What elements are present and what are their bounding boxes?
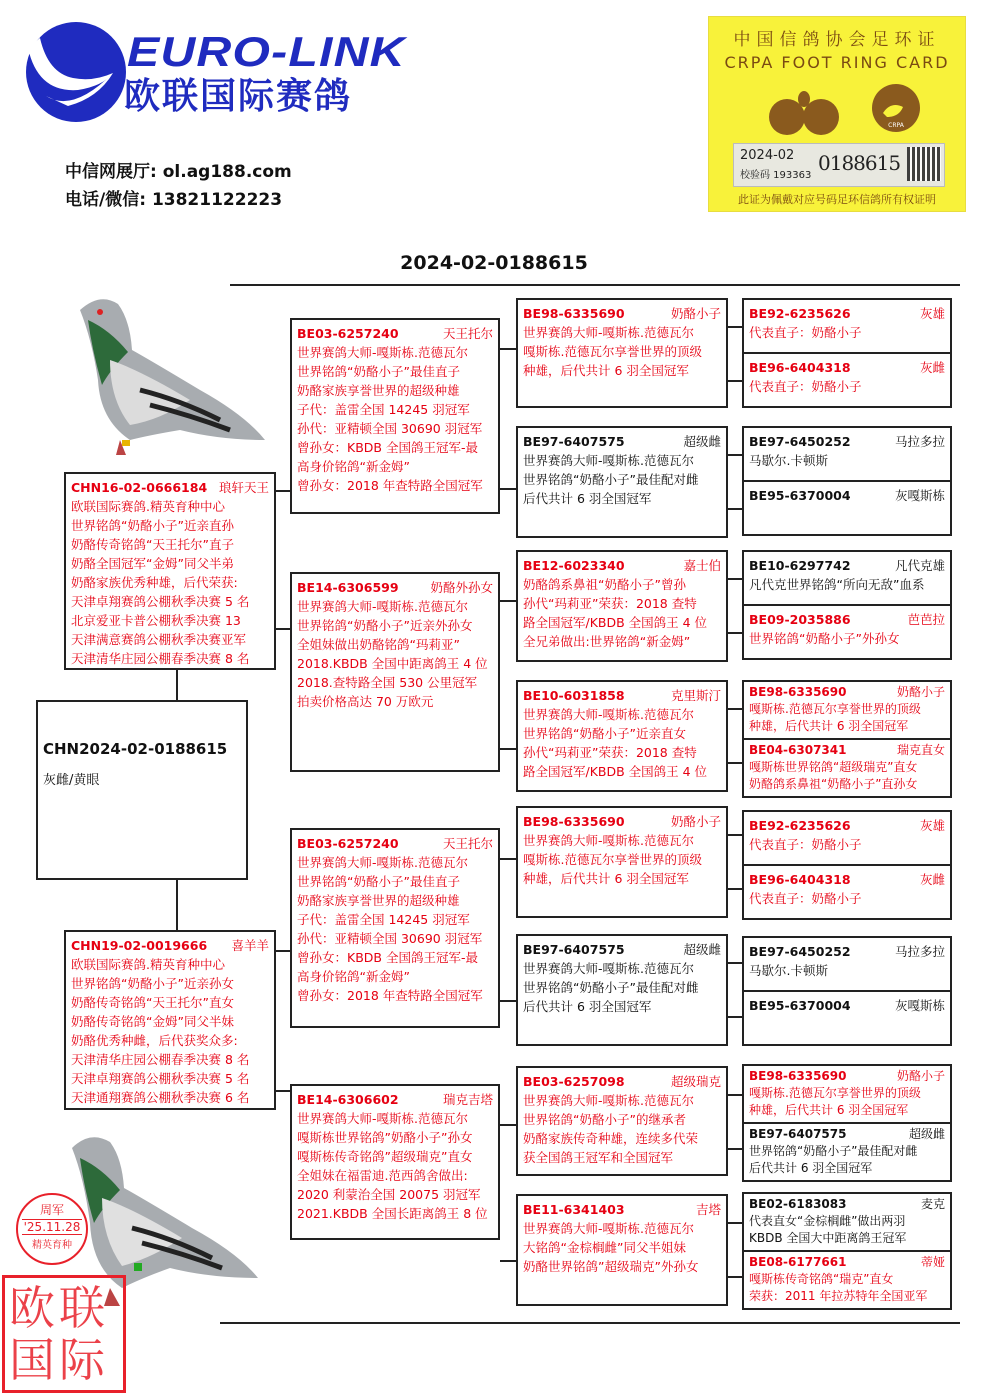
grandparent-box[interactable] bbox=[290, 1084, 500, 1240]
stamp-bottom: 精英育种 bbox=[32, 1240, 72, 1251]
phone-number: 13821122223 bbox=[151, 190, 283, 210]
great-grandparent-box[interactable] bbox=[516, 806, 728, 918]
pedigree-line: 代表直女“金棕榈雌”做出两羽 bbox=[749, 1214, 906, 1228]
pigeon-name: 喜羊羊 bbox=[231, 938, 269, 953]
subject-ring: CHN2024-02-0188615 bbox=[43, 740, 228, 758]
ring-number: CHN19-02-0019666 bbox=[71, 938, 208, 953]
great-grandparent-box[interactable] bbox=[516, 934, 728, 1046]
pedigree-header bbox=[749, 358, 945, 377]
pedigree-header bbox=[297, 324, 493, 343]
showroom-label: 中信网展厅: bbox=[65, 162, 157, 182]
pedigree-header bbox=[523, 304, 721, 323]
pedigree-line: 全兄弟做出:世界铭鸽“新金姆” bbox=[523, 634, 691, 649]
pedigree-header bbox=[523, 686, 721, 705]
ring-number: BE98-6335690 bbox=[749, 685, 847, 699]
ring-check-code: 校验码 193363 bbox=[740, 170, 812, 181]
pedigree-line: 代表直子：奶酪小子 bbox=[749, 891, 862, 906]
pedigree-line: 曾孙女：KBDB 全国鸽王冠军-最 bbox=[297, 440, 478, 455]
connector-line bbox=[500, 1124, 516, 1126]
pedigree-line: 孙代：亚精顿全国 30690 羽冠军 bbox=[297, 931, 483, 946]
pedigree-line: 凡代克世界铭鸽“所向无敌”血系 bbox=[749, 577, 925, 592]
connector-line bbox=[276, 1090, 290, 1092]
g4-ancestor-box[interactable] bbox=[742, 810, 952, 866]
pedigree-line: 欧联国际赛鸽.精英育种中心 bbox=[71, 957, 225, 972]
sire-box[interactable] bbox=[64, 472, 276, 670]
pedigree-line: 后代共计 6 羽全国冠军 bbox=[523, 491, 652, 506]
pigeon-name: 灰嘎斯栋 bbox=[894, 488, 945, 503]
pedigree-header bbox=[749, 1254, 945, 1271]
brand-name-en: EURO-LINK bbox=[127, 28, 406, 75]
pedigree-line: 天津卓翔赛鸽公棚秋季决赛 5 名 bbox=[71, 594, 250, 609]
pedigree-line: 曾孙女：2018 年查特路全国冠军 bbox=[297, 988, 483, 1003]
ring-number: BE09-2035886 bbox=[749, 612, 851, 627]
pedigree-header bbox=[749, 684, 945, 701]
pedigree-line: 后代共计 6 羽全国冠军 bbox=[749, 1161, 873, 1175]
g4-ancestor-box[interactable] bbox=[742, 936, 952, 992]
pedigree-line: 奶酪鸽系鼻祖“奶酪小子”直孙女 bbox=[749, 777, 918, 791]
ring-number: 0188615 bbox=[818, 151, 901, 175]
pigeon-name: 麦克 bbox=[920, 1197, 945, 1211]
great-grandparent-box[interactable] bbox=[516, 680, 728, 792]
phone-label: 电话/微信: bbox=[65, 190, 147, 210]
pedigree-line: 孙代：亚精顿全国 30690 羽冠军 bbox=[297, 421, 483, 436]
grandparent-box[interactable] bbox=[290, 828, 500, 1028]
pedigree-line: 马歇尔.卡顿斯 bbox=[749, 453, 828, 468]
pedigree-line: KBDB 全国大中距离鸽王冠军 bbox=[749, 1231, 907, 1245]
pedigree-line: 世界铭鸽“奶酪小子”外孙女 bbox=[749, 631, 900, 646]
pedigree-line: 世界铭鸽“奶酪小子”近亲外孙女 bbox=[297, 618, 473, 633]
pedigree-line: 种雄，后代共计 6 羽全国冠军 bbox=[749, 719, 909, 733]
ring-number: BE97-6450252 bbox=[749, 434, 851, 449]
connector-line bbox=[728, 888, 742, 890]
pigeon-name: 奶酪小子 bbox=[896, 1069, 945, 1083]
pedigree-line: 世界铭鸽“奶酪小子”最佳配对雌 bbox=[749, 1144, 918, 1158]
pedigree-line: 孙代“玛莉亚”荣获：2018 查特 bbox=[523, 745, 697, 760]
g4-ancestor-box[interactable] bbox=[742, 738, 952, 798]
pedigree-header bbox=[749, 304, 945, 323]
pedigree-header bbox=[297, 1090, 493, 1109]
ring-number: BE96-6404318 bbox=[749, 360, 851, 375]
pedigree-line: 世界铭鸽“奶酪小子”最佳直子 bbox=[297, 364, 460, 379]
connector-line bbox=[500, 748, 516, 750]
connector-line bbox=[500, 1260, 516, 1262]
subject-pigeon-box[interactable] bbox=[36, 700, 248, 880]
ring-number: BE97-6407575 bbox=[523, 434, 625, 449]
pedigree-header bbox=[749, 742, 945, 759]
pigeon-name: 天王托尔 bbox=[442, 326, 493, 341]
ring-number: BE04-6307341 bbox=[749, 743, 847, 757]
ring-number: BE98-6335690 bbox=[523, 814, 625, 829]
brand-logo bbox=[18, 18, 128, 126]
pedigree-line: 嘎斯栋.范德瓦尔享誉世界的顶级 bbox=[749, 1086, 921, 1100]
connector-line bbox=[728, 762, 742, 764]
pedigree-line: 2018.KBDB 全国中距离鸽王 4 位 bbox=[297, 656, 488, 671]
ring-number: BE10-6297742 bbox=[749, 558, 851, 573]
connector-line bbox=[728, 632, 742, 634]
pedigree-header bbox=[749, 556, 945, 575]
connector-line bbox=[500, 348, 516, 350]
pedigree-line: 世界铭鸽“奶酪小子”最佳配对雌 bbox=[523, 472, 699, 487]
connector-line bbox=[728, 1094, 742, 1096]
ring-number: BE10-6031858 bbox=[523, 688, 625, 703]
ring-number: BE03-6257240 bbox=[297, 836, 399, 851]
ring-card-title-cn: 中国信鸽协会足环证 bbox=[733, 30, 941, 50]
pedigree-line: 种雄，后代共计 6 羽全国冠军 bbox=[523, 871, 689, 886]
connector-line bbox=[728, 326, 742, 328]
connector-line bbox=[500, 858, 516, 860]
pedigree-line: 嘎斯栋传奇铭鸽”超级瑞克”直女 bbox=[297, 1149, 473, 1164]
pedigree-line: 高身价铭鸽“新金姆” bbox=[297, 969, 410, 984]
pigeon-name: 瑞克吉塔 bbox=[442, 1092, 493, 1107]
pedigree-header bbox=[749, 1196, 945, 1213]
pedigree-line: 嘎斯栋世界铭鸽“超级瑞克”直女 bbox=[749, 760, 918, 774]
stamp-name: 周军 bbox=[39, 1203, 64, 1217]
pedigree-line: 奶酪传奇铭鸽“天王托尔”直子 bbox=[71, 537, 234, 552]
dove-logo-icon bbox=[18, 18, 128, 126]
grandparent-box[interactable] bbox=[290, 572, 500, 772]
pedigree-line: 奶酪全国冠军“金姆”同父半弟 bbox=[71, 556, 234, 571]
pedigree-line: 奶酪家族享誉世界的超级种雄 bbox=[297, 383, 460, 398]
pedigree-header bbox=[749, 996, 945, 1015]
ring-number: BE98-6335690 bbox=[749, 1069, 847, 1083]
pigeon-name: 琅轩天王 bbox=[218, 480, 269, 495]
connector-line bbox=[728, 1016, 742, 1018]
ring-number: CHN16-02-0666184 bbox=[71, 480, 208, 495]
pedigree-header bbox=[297, 834, 493, 853]
connector-line bbox=[500, 488, 516, 490]
ring-number: BE08-6177661 bbox=[749, 1255, 847, 1269]
pedigree-line: 曾孙女：KBDB 全国鸽王冠军-最 bbox=[297, 950, 478, 965]
g4-ancestor-box[interactable] bbox=[742, 1122, 952, 1182]
pedigree-line: 全姐妹在福雷迪.范西鸽舍做出: bbox=[297, 1168, 468, 1183]
pedigree-header bbox=[523, 1200, 721, 1219]
pedigree-line: 奶酪家族优秀种雄，后代荣获: bbox=[71, 575, 238, 590]
pedigree-line: 荣获：2011 年拉苏特年全国亚军 bbox=[749, 1289, 928, 1303]
pedigree-line: 世界铭鸽“奶酪小子”近亲直孙 bbox=[71, 518, 234, 533]
pedigree-header bbox=[749, 610, 945, 629]
ring-number: BE95-6370004 bbox=[749, 488, 851, 503]
crpa-seal-text: CRPA bbox=[888, 122, 904, 129]
connector-line bbox=[500, 1000, 516, 1002]
connector-line bbox=[728, 1222, 742, 1224]
ring-number: BE97-6407575 bbox=[523, 942, 625, 957]
pedigree-line: 种雄，后代共计 6 羽全国冠军 bbox=[749, 1103, 909, 1117]
connector-line bbox=[728, 1148, 742, 1150]
pigeon-name: 超级雌 bbox=[683, 434, 721, 449]
pedigree-line: 天津满意赛鸽公棚秋季决赛亚军 bbox=[71, 632, 247, 647]
ring-card-title-en: CRPA FOOT RING CARD bbox=[724, 53, 950, 72]
ring-number: BE92-6235626 bbox=[749, 818, 851, 833]
connector-line bbox=[276, 628, 290, 630]
pedigree-line: 世界赛鸽大师-嘎斯栋.范德瓦尔 bbox=[297, 1111, 468, 1126]
pedigree-line: 奶酪鸽系鼻祖“奶酪小子”曾孙 bbox=[523, 577, 686, 592]
pedigree-line: 欧联国际赛鸽.精英育种中心 bbox=[71, 499, 225, 514]
showroom-url[interactable]: ol.ag188.com bbox=[162, 162, 292, 182]
ring-number: BE02-6183083 bbox=[749, 1197, 847, 1211]
g4-ancestor-box[interactable] bbox=[742, 550, 952, 606]
pedigree-line: 天津清华庄园公棚春季决赛 8 名 bbox=[71, 1052, 250, 1067]
crpa-emblem-icon bbox=[871, 83, 921, 133]
ring-number: BE95-6370004 bbox=[749, 998, 851, 1013]
pedigree-header bbox=[523, 556, 721, 575]
g4-ancestor-box[interactable] bbox=[742, 480, 952, 536]
g4-ancestor-box[interactable] bbox=[742, 864, 952, 920]
connector-line bbox=[728, 834, 742, 836]
pedigree-line: 北京爱亚卡普公棚秋季决赛 13 bbox=[71, 613, 241, 628]
pedigree-line: 后代共计 6 羽全国冠军 bbox=[523, 999, 652, 1014]
pedigree-line: 世界赛鸽大师-嘎斯栋.范德瓦尔 bbox=[523, 1093, 694, 1108]
pedigree-line: 马歇尔.卡顿斯 bbox=[749, 963, 828, 978]
great-grandparent-box[interactable] bbox=[516, 1194, 728, 1306]
pedigree-line: 世界铭鸽“奶酪小子”最佳直子 bbox=[297, 874, 460, 889]
pedigree-header bbox=[71, 936, 269, 955]
pigeon-name: 超级瑞克 bbox=[670, 1074, 721, 1089]
pedigree-header bbox=[523, 940, 721, 959]
connector-line bbox=[176, 880, 178, 930]
connector-line bbox=[728, 1276, 742, 1278]
grandparent-box[interactable] bbox=[290, 318, 500, 514]
pigeon-name: 奶酪外孙女 bbox=[430, 580, 493, 595]
pedigree-line: 路全国冠军/KBDB 全国鸽王 4 位 bbox=[523, 615, 708, 630]
pedigree-line: 2020 利蒙治全国 20075 羽冠军 bbox=[297, 1187, 481, 1202]
ring-number: BE12-6023340 bbox=[523, 558, 625, 573]
great-grandparent-box[interactable] bbox=[516, 426, 728, 538]
pigeon-name: 凡代克雄 bbox=[894, 558, 945, 573]
pedigree-header bbox=[523, 1072, 721, 1091]
pedigree-header bbox=[749, 486, 945, 505]
pigeon-name: 天王托尔 bbox=[442, 836, 493, 851]
connector-line bbox=[728, 578, 742, 580]
g4-ancestor-box[interactable] bbox=[742, 426, 952, 482]
connector-line bbox=[728, 508, 742, 510]
qr-code-icon bbox=[907, 147, 941, 181]
pedigree-line: 路全国冠军/KBDB 全国鸽王 4 位 bbox=[523, 764, 708, 779]
pedigree-line: 天津通翔赛鸽公棚秋季决赛 6 名 bbox=[71, 1090, 250, 1105]
pigeon-name: 马拉多拉 bbox=[894, 434, 945, 449]
pedigree-line: 世界赛鸽大师-嘎斯栋.范德瓦尔 bbox=[297, 599, 468, 614]
pigeon-name: 奶酪小子 bbox=[896, 685, 945, 699]
pedigree-line: 世界赛鸽大师-嘎斯栋.范德瓦尔 bbox=[523, 1221, 694, 1236]
ring-number: BE96-6404318 bbox=[749, 872, 851, 887]
great-grandparent-box[interactable] bbox=[516, 550, 728, 662]
g4-ancestor-box[interactable] bbox=[742, 1064, 952, 1124]
connector-line bbox=[276, 490, 290, 492]
pedigree-header bbox=[749, 1126, 945, 1143]
pigeon-name: 吉塔 bbox=[695, 1202, 721, 1217]
pedigree-line: 奶酪传奇铭鸽“天王托尔”直女 bbox=[71, 995, 234, 1010]
dam-box[interactable] bbox=[64, 930, 276, 1110]
pedigree-line: 世界赛鸽大师-嘎斯栋.范德瓦尔 bbox=[297, 345, 468, 360]
g4-ancestor-box[interactable] bbox=[742, 1192, 952, 1252]
crpa-ring-card bbox=[708, 16, 966, 212]
connector-line bbox=[728, 380, 742, 382]
pedigree-header bbox=[71, 478, 269, 497]
pigeon-name: 灰雄 bbox=[919, 306, 945, 321]
pedigree-header bbox=[749, 870, 945, 889]
pedigree-line: 奶酪家族享誉世界的超级种雄 bbox=[297, 893, 460, 908]
subject-color-eye: 灰雌/黄眼 bbox=[43, 773, 100, 788]
g4-ancestor-box[interactable] bbox=[742, 990, 952, 1046]
pigeon-name: 马拉多拉 bbox=[894, 944, 945, 959]
pedigree-line: 2021.KBDB 全国长距离鸽王 8 位 bbox=[297, 1206, 488, 1221]
pedigree-line: 嘎斯栋.范德瓦尔享誉世界的顶级 bbox=[749, 702, 921, 716]
pedigree-title: 2024-02-0188615 bbox=[400, 252, 588, 274]
pedigree-line: 大铭鸽“金棕榈雌”同父半姐妹 bbox=[523, 1240, 686, 1255]
pedigree-header bbox=[297, 578, 493, 597]
connector-line bbox=[728, 708, 742, 710]
seal-stamp-text: 欧联国际 bbox=[9, 1281, 109, 1387]
pedigree-line: 世界赛鸽大师-嘎斯栋.范德瓦尔 bbox=[523, 961, 694, 976]
date-stamp bbox=[16, 1193, 88, 1265]
pedigree-line: 奶酪世界铭鸽”超级瑞克”外孙女 bbox=[523, 1259, 699, 1274]
pedigree-line: 奶酪家族传奇种雄，连续多代荣 bbox=[523, 1131, 699, 1146]
pedigree-line: 拍卖价格高达 70 万欧元 bbox=[297, 694, 434, 709]
pedigree-line: 2018.查特路全国 530 公里冠军 bbox=[297, 675, 478, 690]
pedigree-line: 高身价铭鸽“新金姆” bbox=[297, 459, 410, 474]
globe-emblem-icon bbox=[767, 89, 841, 137]
pedigree-line: 世界赛鸽大师-嘎斯栋.范德瓦尔 bbox=[523, 833, 694, 848]
stamp-date: '25.11.28 bbox=[23, 1220, 81, 1234]
ring-year-code: 2024-02 bbox=[740, 148, 795, 163]
g4-ancestor-box[interactable] bbox=[742, 298, 952, 354]
g4-ancestor-box[interactable] bbox=[742, 680, 952, 740]
pedigree-line: 代表直子：奶酪小子 bbox=[749, 325, 862, 340]
ring-number: BE14-6306599 bbox=[297, 580, 399, 595]
connector-line bbox=[728, 962, 742, 964]
pedigree-line: 全姐妹做出奶酪铭鸽“玛莉亚” bbox=[297, 637, 460, 652]
pedigree-line: 世界铭鸽“奶酪小子”最佳配对雌 bbox=[523, 980, 699, 995]
great-grandparent-box[interactable] bbox=[516, 1066, 728, 1176]
bottom-divider bbox=[220, 1322, 960, 1324]
ring-number: BE98-6335690 bbox=[523, 306, 625, 321]
pigeon-name: 灰雌 bbox=[919, 360, 945, 375]
pedigree-line: 曾孙女：2018 年查特路全国冠军 bbox=[297, 478, 483, 493]
pigeon-name: 灰嘎斯栋 bbox=[894, 998, 945, 1013]
seal-stamp bbox=[2, 1275, 126, 1393]
pedigree-line: 世界铭鸽“奶酪小子”近亲直女 bbox=[523, 726, 686, 741]
pedigree-header bbox=[749, 816, 945, 835]
pigeon-name: 蒂娅 bbox=[920, 1255, 945, 1269]
pigeon-photo-top bbox=[70, 290, 270, 465]
connector-line bbox=[176, 670, 178, 700]
pedigree-header bbox=[523, 812, 721, 831]
ring-number: BE97-6407575 bbox=[749, 1127, 847, 1141]
pedigree-line: 世界赛鸽大师-嘎斯栋.范德瓦尔 bbox=[523, 325, 694, 340]
pedigree-line: 代表直子：奶酪小子 bbox=[749, 837, 862, 852]
phone-line bbox=[65, 185, 282, 210]
ring-number: BE11-6341403 bbox=[523, 1202, 625, 1217]
pigeon-name: 灰雌 bbox=[919, 872, 945, 887]
title-divider bbox=[230, 284, 960, 286]
g4-ancestor-box[interactable] bbox=[742, 352, 952, 408]
pigeon-name: 灰雄 bbox=[919, 818, 945, 833]
pedigree-line: 天津清华庄园公棚春季决赛 8 名 bbox=[71, 651, 250, 666]
ring-number: BE97-6450252 bbox=[749, 944, 851, 959]
pedigree-line: 嘎斯栋.范德瓦尔享誉世界的顶级 bbox=[523, 852, 702, 867]
pedigree-line: 天津卓翔赛鸽公棚秋季决赛 5 名 bbox=[71, 1071, 250, 1086]
pedigree-line: 子代：盖雷全国 14245 羽冠军 bbox=[297, 912, 470, 927]
pedigree-line: 嘎斯栋.范德瓦尔享誉世界的顶级 bbox=[523, 344, 702, 359]
brand-name-cn: 欧联国际赛鸽 bbox=[124, 76, 353, 117]
pigeon-name: 超级雌 bbox=[908, 1127, 945, 1141]
showroom-line bbox=[65, 157, 292, 182]
pedigree-line: 奶酪优秀种雌，后代获奖众多: bbox=[71, 1033, 238, 1048]
connector-line bbox=[500, 600, 516, 602]
pedigree-line: 代表直子：奶酪小子 bbox=[749, 379, 862, 394]
pedigree-header bbox=[749, 1068, 945, 1085]
pedigree-header bbox=[749, 942, 945, 961]
pedigree-line: 种雄，后代共计 6 羽全国冠军 bbox=[523, 363, 689, 378]
pedigree-line: 孙代“玛莉亚”荣获：2018 查特 bbox=[523, 596, 697, 611]
pedigree-line: 奶酪传奇铭鸽“金姆”同父半妹 bbox=[71, 1014, 234, 1029]
pedigree-line: 世界铭鸽“奶酪小子”近亲孙女 bbox=[71, 976, 234, 991]
pigeon-name: 超级雌 bbox=[683, 942, 721, 957]
pedigree-line: 嘎斯栋世界铭鸽”奶酪小子”孙女 bbox=[297, 1130, 473, 1145]
ring-number: BE14-6306602 bbox=[297, 1092, 399, 1107]
great-grandparent-box[interactable] bbox=[516, 298, 728, 408]
pigeon-name: 奶酪小子 bbox=[670, 814, 721, 829]
pedigree-header bbox=[523, 432, 721, 451]
ring-number: BE03-6257098 bbox=[523, 1074, 625, 1089]
g4-ancestor-box[interactable] bbox=[742, 1250, 952, 1310]
pedigree-line: 世界赛鸽大师-嘎斯栋.范德瓦尔 bbox=[523, 707, 694, 722]
pedigree-line: 世界铭鸽“奶酪小子”的继承者 bbox=[523, 1112, 686, 1127]
connector-line bbox=[276, 950, 290, 952]
pigeon-name: 克里斯汀 bbox=[670, 688, 721, 703]
ring-number-plate bbox=[733, 143, 945, 187]
g4-ancestor-box[interactable] bbox=[742, 604, 952, 660]
pigeon-name: 奶酪小子 bbox=[670, 306, 721, 321]
pedigree-header bbox=[749, 432, 945, 451]
ring-number: BE03-6257240 bbox=[297, 326, 399, 341]
ring-number: BE92-6235626 bbox=[749, 306, 851, 321]
pedigree-line: 世界赛鸽大师-嘎斯栋.范德瓦尔 bbox=[297, 855, 468, 870]
pedigree-line: 嘎斯栋传奇铭鸽“瑞克”直女 bbox=[749, 1272, 894, 1286]
pigeon-name: 芭芭拉 bbox=[907, 612, 945, 627]
pedigree-line: 子代：盖雷全国 14245 羽冠军 bbox=[297, 402, 470, 417]
pigeon-name: 嘉士伯 bbox=[683, 558, 721, 573]
pigeon-name: 瑞克直女 bbox=[896, 743, 945, 757]
connector-line bbox=[728, 454, 742, 456]
pedigree-line: 获全国鸽王冠军和全国冠军 bbox=[523, 1150, 674, 1165]
ring-card-footer: 此证为佩戴对应号码足环信鸽所有权证明 bbox=[738, 193, 936, 206]
pedigree-line: 世界赛鸽大师-嘎斯栋.范德瓦尔 bbox=[523, 453, 694, 468]
